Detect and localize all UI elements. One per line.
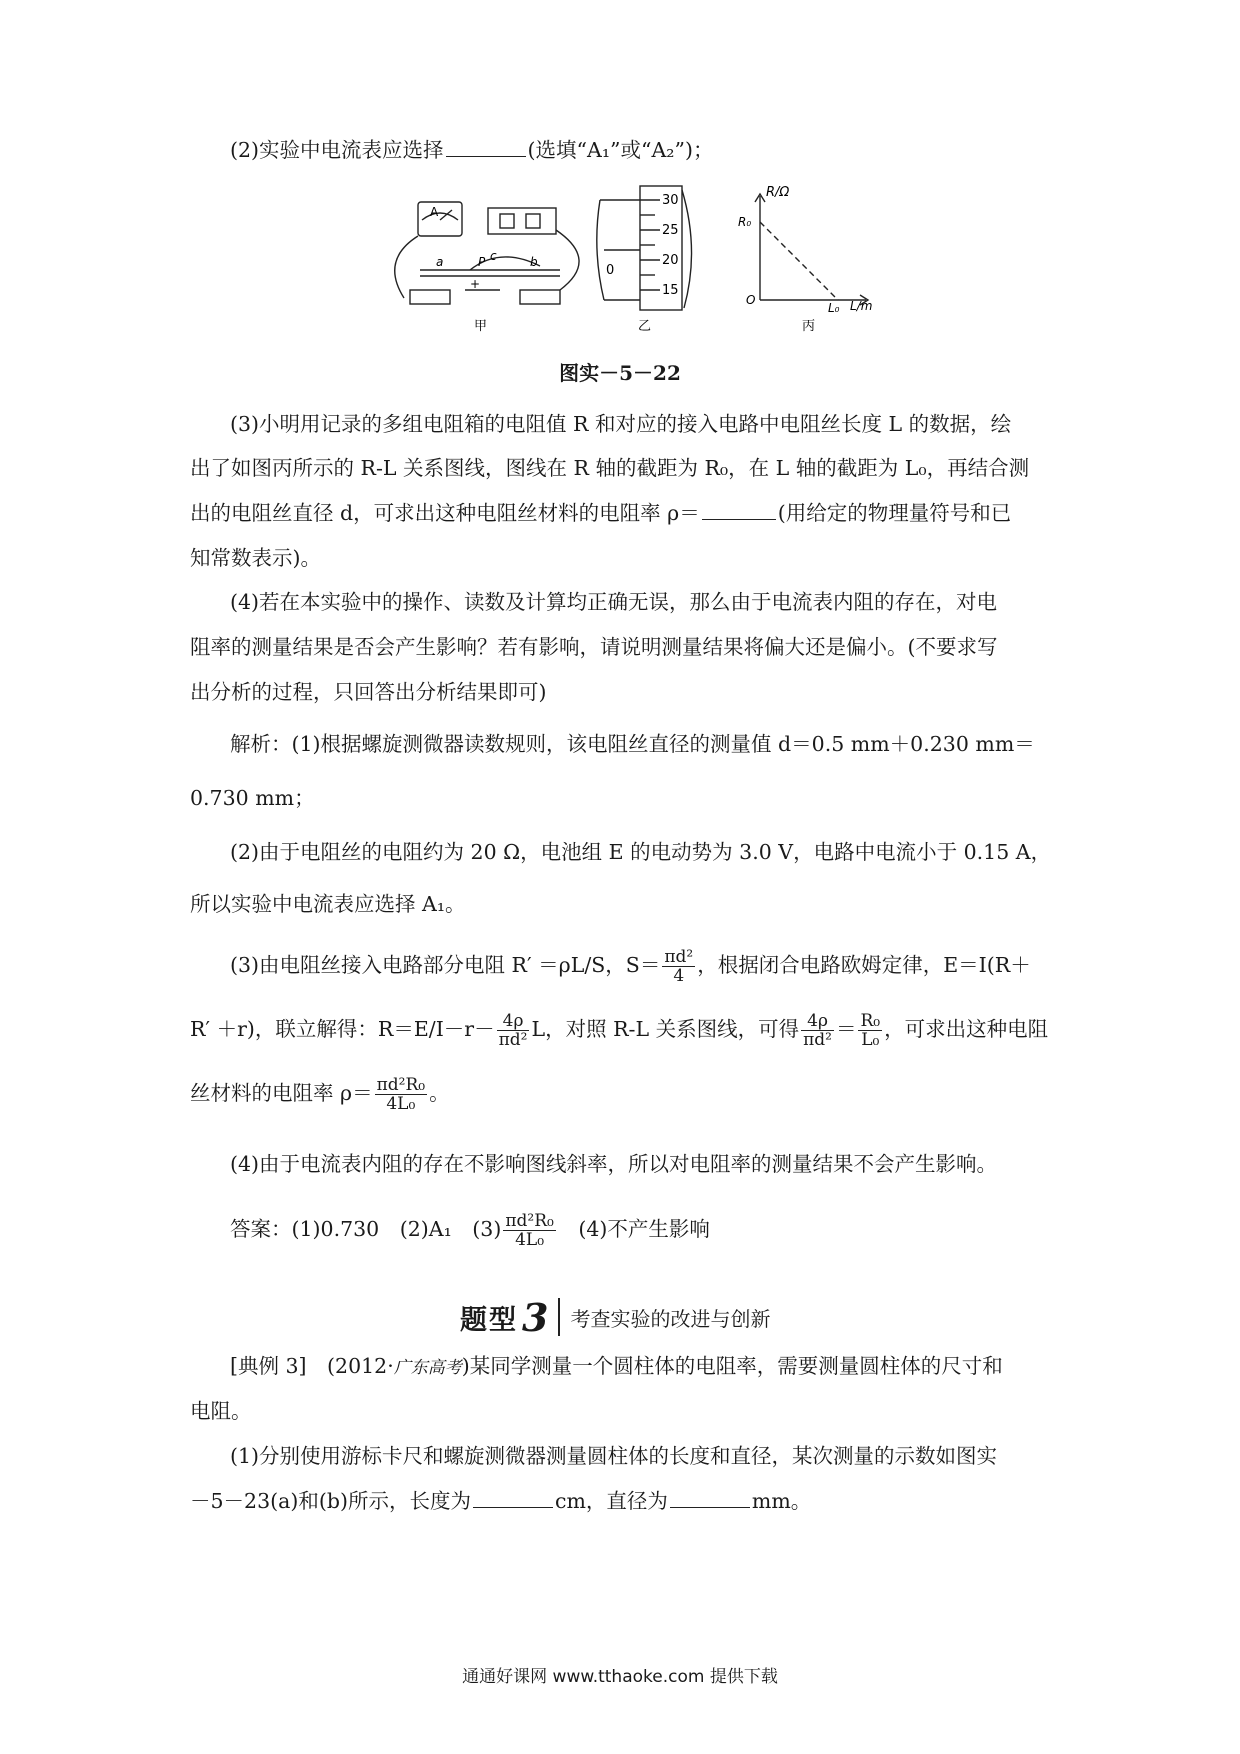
- answer-blank: [473, 1506, 553, 1508]
- analysis-3-text-e: ，可求出这种电阻: [884, 1017, 1049, 1041]
- panel-label-bing: 丙: [802, 319, 816, 334]
- analysis-4: (4)由于电流表内阻的存在不影响图线斜率，所以对电阻率的测量结果不会产生影响。: [230, 1152, 998, 1176]
- section-divider: [558, 1298, 560, 1336]
- fraction-rho: [375, 1076, 428, 1113]
- q3-line-4: 知常数表示)。: [190, 546, 321, 570]
- apparatus-point-a: a: [436, 255, 444, 269]
- analysis-3-line-2: [190, 1012, 1060, 1049]
- answer-line: [230, 1212, 1100, 1249]
- figure-caption: 图实－5－22: [559, 361, 681, 385]
- micrometer-tick-30: 30: [662, 193, 679, 208]
- apparatus-a-label: A: [430, 205, 439, 219]
- analysis-1-line-2: 0.730 mm；: [190, 786, 315, 810]
- apparatus-point-b: b: [530, 255, 538, 269]
- micrometer-sleeve-zero: 0: [606, 263, 615, 278]
- question-2: [230, 136, 1100, 164]
- analysis-3-text-c: R′ ＋r)，联立解得：R＝E/I－r－: [190, 1017, 495, 1041]
- fraction-r0-l0: [858, 1012, 882, 1049]
- equals-sign: ＝: [835, 1017, 857, 1041]
- analysis-2-line-1: (2)由于电阻丝的电阻约为 20 Ω，电池组 E 的电动势为 3.0 V，电路中电流小于 0.15 A，: [230, 840, 1052, 864]
- example-3-text-b: )某同学测量一个圆柱体的电阻率，需要测量圆柱体的尺寸和: [461, 1354, 1003, 1378]
- example-3-q1-text-a: －5－23(a)和(b)所示，长度为: [190, 1489, 471, 1513]
- q3-line-3: [190, 499, 1060, 527]
- analysis-2-line-2: 所以实验中电流表应选择 A₁。: [190, 892, 466, 916]
- page-footer: 通通好课网 www.tthaoke.com 提供下载: [462, 1667, 778, 1687]
- answer-label: 答案：(1)0.730 (2)A₁ (3): [230, 1217, 502, 1241]
- rl-graph: [755, 194, 868, 305]
- q3-line-2: 出了如图丙所示的 R-L 关系图线，图线在 R 轴的截距为 R₀，在 L 轴的截距为 L₀，再结合测: [190, 456, 1030, 480]
- fraction-s: [662, 948, 695, 985]
- answer-blank: [702, 518, 776, 520]
- q4-line-2: 阻率的测量结果是否会产生影响？若有影响，请说明测量结果将偏大还是偏小。(不要求写: [190, 635, 998, 659]
- section-heading: [460, 1295, 770, 1339]
- q4-line-1: (4)若在本实验中的操作、读数及计算均正确无误，那么由于电流表内阻的存在，对电: [230, 590, 998, 614]
- graph-l0-label: L₀: [828, 301, 840, 315]
- example-3-q1-line-2: [190, 1487, 1060, 1515]
- example-3-q1-text-b: cm，直径为: [554, 1489, 668, 1513]
- micrometer-tick-15: 15: [662, 283, 679, 298]
- q3-line-3b: (用给定的物理量符号和已: [777, 501, 1012, 525]
- analysis-1-line-1: 解析：(1)根据螺旋测微器读数规则，该电阻丝直径的测量值 d＝0.5 mm＋0.230 mm＝: [230, 732, 1035, 756]
- answer-tail: (4)不产生影响: [557, 1217, 710, 1241]
- graph-y-axis-label: R/Ω: [766, 185, 790, 200]
- answer-blank: [670, 1506, 750, 1508]
- apparatus-plus: +: [470, 277, 481, 291]
- fraction-denominator: πd²: [803, 1030, 832, 1050]
- fraction-denominator: 4L₀: [386, 1094, 416, 1114]
- apparatus-point-c: c: [490, 249, 497, 263]
- graph-r0-label: R₀: [738, 215, 752, 229]
- q4-line-3: 出分析的过程，只回答出分析结果即可): [190, 680, 547, 704]
- section-number: 3: [522, 1294, 549, 1340]
- example-3-line-1: [230, 1352, 1100, 1382]
- example-3-source: 广东高考: [393, 1358, 462, 1378]
- analysis-3-text-d: L，对照 R-L 关系图线，可得: [531, 1017, 800, 1041]
- analysis-3-line-1: [230, 948, 1100, 985]
- fraction-numerator: πd²: [664, 947, 694, 967]
- panel-label-jia: 甲: [474, 319, 488, 334]
- q3-line-3a: 出的电阻丝直径 d，可求出这种电阻丝材料的电阻率 ρ＝: [190, 501, 700, 525]
- fraction-numerator: R₀: [860, 1011, 881, 1031]
- fraction-numerator: 4ρ: [497, 1012, 530, 1031]
- answer-fraction: [503, 1212, 556, 1249]
- fraction-denominator: L₀: [861, 1030, 880, 1050]
- fraction-denominator: πd²: [498, 1030, 528, 1050]
- fraction-numerator: 4ρ: [801, 1012, 834, 1031]
- q2-text: (2)实验中电流表应选择: [230, 138, 444, 162]
- q2-after: (选填“A₁”或“A₂”)；: [527, 138, 714, 162]
- example-3-q1-line-1: (1)分别使用游标卡尺和螺旋测微器测量圆柱体的长度和直径，某次测量的示数如图实: [230, 1444, 998, 1468]
- figure-diagrams: [0, 170, 1240, 334]
- micrometer-tick-20: 20: [662, 253, 679, 268]
- example-3-q1-text-c: mm。: [751, 1489, 812, 1513]
- analysis-3-text-g: 。: [429, 1081, 450, 1105]
- micrometer-tick-25: 25: [662, 223, 679, 238]
- analysis-3-text-a: (3)由电阻丝接入电路部分电阻 R′ ＝ρL/S，S＝: [230, 953, 661, 977]
- fraction-denominator: 4L₀: [515, 1230, 545, 1250]
- graph-x-axis-label: L/m: [850, 299, 873, 313]
- apparatus-point-p: P: [478, 255, 486, 269]
- fraction-4rho: [497, 1012, 530, 1049]
- fraction-numerator: πd²R₀: [376, 1075, 426, 1095]
- analysis-3-text-b: ，根据闭合电路欧姆定律，E＝I(R＋: [697, 953, 1031, 977]
- panel-label-yi: 乙: [638, 319, 652, 334]
- analysis-3-text-f: 丝材料的电阻率 ρ＝: [190, 1081, 373, 1105]
- fraction-4rho-b: [801, 1012, 834, 1049]
- fraction-denominator: 4: [673, 966, 685, 986]
- section-label: 题型: [460, 1304, 518, 1336]
- fraction-numerator: πd²R₀: [505, 1211, 554, 1231]
- section-title: 考查实验的改进与创新: [570, 1306, 771, 1331]
- graph-origin-label: O: [746, 293, 756, 307]
- apparatus-diagram: [395, 202, 579, 304]
- analysis-3-line-3: [190, 1076, 1060, 1113]
- example-3-line-2: 电阻。: [190, 1399, 252, 1423]
- answer-blank: [446, 155, 526, 157]
- example-3-text-a: [典例 3] (2012·: [230, 1354, 394, 1378]
- q3-line-1: (3)小明用记录的多组电阻箱的电阻值 R 和对应的接入电路中电阻丝长度 L 的数据，绘: [230, 412, 1012, 436]
